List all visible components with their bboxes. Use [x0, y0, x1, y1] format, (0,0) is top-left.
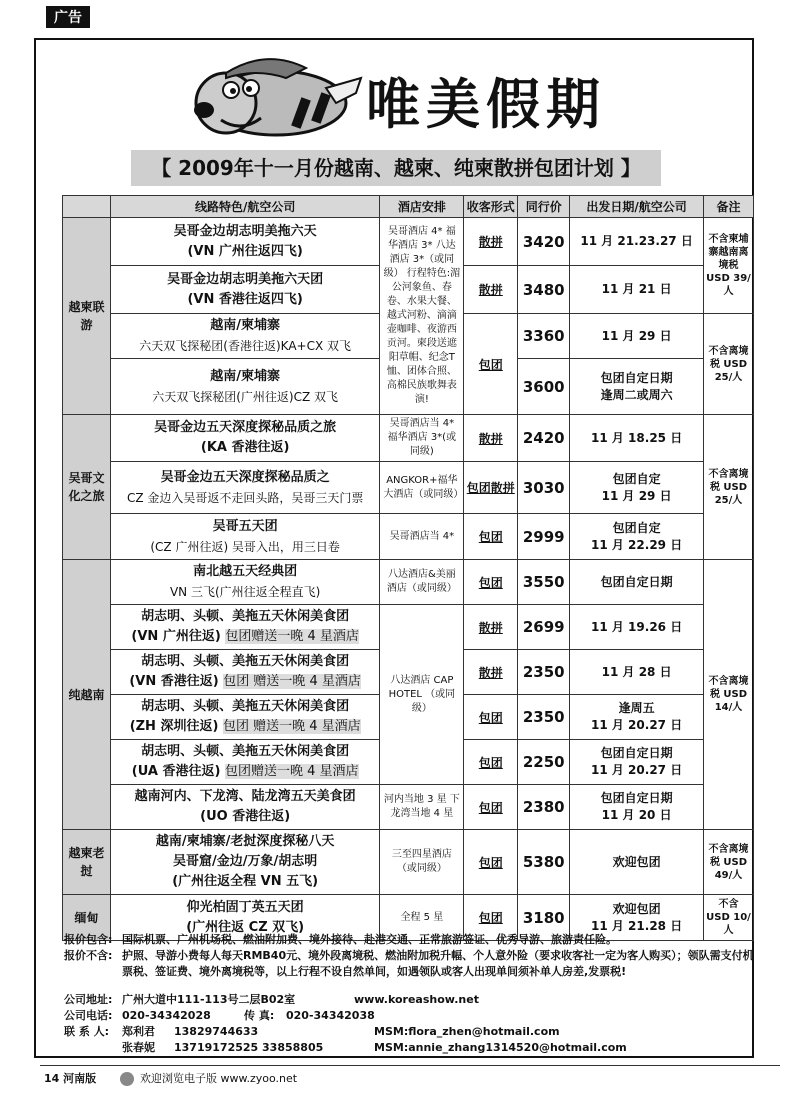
address-value: 广州大道中111-113号二层B02室	[122, 993, 296, 1006]
exclude-text: 护照、导游小费每人每天RMB40元、境外段离境税、燃油附加税升幅、个人意外险（要求收客社一定为客人购买）；领队需支付机票税、签证费、境外离境税等，以上行程不设自然单间，如遇领队或客人出现单间须补单人房差,发票税!	[122, 949, 754, 978]
route-cell: 吴哥金边胡志明美拖六天团 (VN 香港往返四飞)	[110, 266, 379, 314]
price-cell: 3600	[518, 359, 570, 415]
date-cell: 包团自定日期	[570, 560, 704, 605]
col-hotel: 酒店安排	[380, 196, 464, 218]
hotel-cell: 吴哥酒店当 4* 福华酒店 3*(或同级)	[380, 415, 464, 462]
contact-person-label: 联 系 人:	[64, 1025, 110, 1038]
include-text: 国际机票、广州机场税、燃油附加费、境外接待、赴港交通、正常旅游签证、优秀导游、旅游责任险。	[122, 933, 617, 946]
table-row	[63, 218, 754, 266]
price-cell: 2420	[518, 415, 570, 462]
col-type: 收客形式	[464, 196, 518, 218]
note-cell: 不含离境税 USD 25/人	[704, 314, 754, 415]
note-cell: 不含柬埔寨越南离境税 USD 39/人	[704, 218, 754, 314]
date-cell: 11 月 21 日	[570, 266, 704, 314]
price-cell: 3360	[518, 314, 570, 359]
price-cell: 3420	[518, 218, 570, 266]
tour-table	[62, 195, 754, 941]
note-cell: 不含离境税 USD 14/人	[704, 560, 754, 830]
hotel-cell: 全程 5 星	[380, 895, 464, 941]
hotel-cell: 八达酒店 CAP HOTEL （或同级）	[380, 605, 464, 785]
route-cell: 仰光柏固丁英五天团 (广州往返 CZ 双飞)	[110, 895, 379, 941]
table-row	[63, 830, 754, 895]
price-cell: 3030	[518, 462, 570, 514]
route-cell: 越南/柬埔寨/老挝深度探秘八天 吴哥窟/金边/万象/胡志明 (广州往返全程 VN 五飞)	[110, 830, 379, 895]
type-cell: 包团	[464, 785, 518, 830]
fax-label: 传 真:	[244, 1009, 275, 1022]
route-cell: 胡志明、头顿、美拖五天休闲美食团 (VN 广州往返) 包团赠送一晚 4 星酒店	[110, 605, 379, 650]
region-label: 越柬老挝	[63, 830, 111, 895]
col-price: 同行价	[518, 196, 570, 218]
publisher-logo-icon	[120, 1072, 134, 1086]
type-cell: 散拼	[464, 266, 518, 314]
region-label: 缅甸	[63, 895, 111, 941]
hotel-cell: 三至四星酒店（或同级）	[380, 830, 464, 895]
phone-label: 公司电话:	[64, 1009, 113, 1022]
page-footer	[40, 1065, 780, 1091]
region-label: 吴哥文化之旅	[63, 415, 111, 560]
page-number: 14 河南版	[44, 1072, 97, 1085]
price-cell: 2380	[518, 785, 570, 830]
type-cell: 包团	[464, 830, 518, 895]
type-cell: 包团散拼	[464, 462, 518, 514]
ad-label: 广告	[46, 6, 90, 28]
phone-value: 020-34342028	[122, 1009, 211, 1022]
type-cell: 包团	[464, 560, 518, 605]
price-cell: 2250	[518, 740, 570, 785]
contact-phone: 13829744633	[174, 1025, 259, 1038]
col-date: 出发日期/航空公司	[570, 196, 704, 218]
type-cell: 包团	[464, 895, 518, 941]
price-cell: 3480	[518, 266, 570, 314]
route-cell: 吴哥金边五天深度探秘品质之旅 (KA 香港往返)	[110, 415, 379, 462]
col-route: 线路特色/航空公司	[110, 196, 379, 218]
table-row	[63, 560, 754, 605]
contact-msn: MSM:flora_zhen@hotmail.com	[374, 1025, 560, 1038]
table-header-row	[63, 196, 754, 218]
region-label: 越柬联游	[63, 218, 111, 415]
date-cell: 11 月 18.25 日	[570, 415, 704, 462]
date-cell: 11 月 28 日	[570, 650, 704, 695]
hotel-cell: ANGKOR+福华大酒店（或同级）	[380, 462, 464, 514]
price-cell: 2350	[518, 695, 570, 740]
col-blank	[63, 196, 111, 218]
type-cell: 散拼	[464, 415, 518, 462]
ad-frame	[34, 38, 754, 1058]
table-row	[63, 785, 754, 830]
note-cell: 不含离境税 USD 25/人	[704, 415, 754, 560]
brand-title: 唯美假期	[366, 73, 606, 136]
col-note: 备注	[704, 196, 754, 218]
date-cell: 包团自定 11 月 29 日	[570, 462, 704, 514]
type-cell: 包团	[464, 695, 518, 740]
route-cell: 吴哥金边胡志明美拖六天 (VN 广州往返四飞)	[110, 218, 379, 266]
date-cell: 欢迎包团	[570, 830, 704, 895]
route-cell: 吴哥金边五天深度探秘品质之 CZ 金边入吴哥返不走回头路，吴哥三天门票	[110, 462, 379, 514]
hotel-cell: 八达酒店&美丽酒店（或同级）	[380, 560, 464, 605]
route-cell: 越南河内、下龙湾、陆龙湾五天美食团 (UO 香港往返)	[110, 785, 379, 830]
price-cell: 5380	[518, 830, 570, 895]
hotel-cell: 河内当地 3 星 下龙湾当地 4 星	[380, 785, 464, 830]
contact-info	[64, 992, 754, 1056]
type-cell: 包团	[464, 740, 518, 785]
date-cell: 包团自定日期 11 月 20.27 日	[570, 740, 704, 785]
table-row	[63, 605, 754, 650]
type-cell: 散拼	[464, 605, 518, 650]
hotel-cell: 吴哥酒店当 4*	[380, 514, 464, 560]
airplane-mascot-icon	[186, 48, 366, 143]
header	[36, 40, 752, 150]
type-cell: 散拼	[464, 218, 518, 266]
contact-phone: 13719172525 33858805	[174, 1041, 324, 1054]
hotel-cell: 吴哥酒店 4* 福华酒店 3* 八达酒店 3*（或同级） 行程特色:湄公河象鱼、春卷、水果大餐、越式河粉、滴滴壶咖啡、夜游西贡河。柬段送遮阳草帽、纪念T恤、团体合照、高棉民族歌舞表演!	[380, 218, 464, 415]
table-row	[63, 462, 754, 514]
contact-name: 郑利君	[122, 1025, 155, 1038]
route-cell: 胡志明、头顿、美拖五天休闲美食团 (ZH 深圳往返) 包团 赠送一晚 4 星酒店	[110, 695, 379, 740]
route-cell: 胡志明、头顿、美拖五天休闲美食团 (UA 香港往返) 包团赠送一晚 4 星酒店	[110, 740, 379, 785]
table-row	[63, 514, 754, 560]
table-row	[63, 415, 754, 462]
date-cell: 11 月 29 日	[570, 314, 704, 359]
type-cell: 包团	[464, 314, 518, 415]
date-cell: 11 月 21.23.27 日	[570, 218, 704, 266]
route-cell: 越南/柬埔寨 六天双飞探秘团(广州往返)CZ 双飞	[110, 359, 379, 415]
note-cell: 不含 USD 10/人	[704, 895, 754, 941]
type-cell: 包团	[464, 514, 518, 560]
plan-title: 【 2009年十一月份越南、越柬、纯柬散拼包团计划 】	[131, 150, 661, 186]
website-link[interactable]: www.koreashow.net	[354, 993, 479, 1006]
type-cell: 散拼	[464, 650, 518, 695]
price-info	[64, 932, 754, 980]
price-cell: 2350	[518, 650, 570, 695]
contact-msn: MSM:annie_zhang1314520@hotmail.com	[374, 1041, 627, 1054]
date-cell: 欢迎包团 11 月 21.28 日	[570, 895, 704, 941]
route-cell: 南北越五天经典团 VN 三飞(广州往返全程直飞)	[110, 560, 379, 605]
route-cell: 胡志明、头顿、美拖五天休闲美食团 (VN 香港往返) 包团 赠送一晚 4 星酒店	[110, 650, 379, 695]
date-cell: 包团自定日期 逢周二或周六	[570, 359, 704, 415]
price-cell: 2699	[518, 605, 570, 650]
include-label: 报价包含:	[64, 933, 113, 946]
price-cell: 3550	[518, 560, 570, 605]
route-cell: 吴哥五天团 (CZ 广州往返) 吴哥入出，用三日卷	[110, 514, 379, 560]
footer-text: 欢迎浏览电子版 www.zyoo.net	[140, 1072, 298, 1085]
route-cell: 越南/柬埔寨 六天双飞探秘团(香港往返)KA+CX 双飞	[110, 314, 379, 359]
note-cell: 不含离境税 USD 49/人	[704, 830, 754, 895]
address-label: 公司地址:	[64, 993, 113, 1006]
contact-name: 张春妮	[122, 1041, 155, 1054]
date-cell: 逢周五 11 月 20.27 日	[570, 695, 704, 740]
exclude-label: 报价不含:	[64, 949, 113, 962]
price-cell: 3180	[518, 895, 570, 941]
date-cell: 包团自定日期 11 月 20 日	[570, 785, 704, 830]
region-label: 纯越南	[63, 560, 111, 830]
date-cell: 包团自定 11 月 22.29 日	[570, 514, 704, 560]
price-cell: 2999	[518, 514, 570, 560]
date-cell: 11 月 19.26 日	[570, 605, 704, 650]
fax-value: 020-34342038	[286, 1009, 375, 1022]
